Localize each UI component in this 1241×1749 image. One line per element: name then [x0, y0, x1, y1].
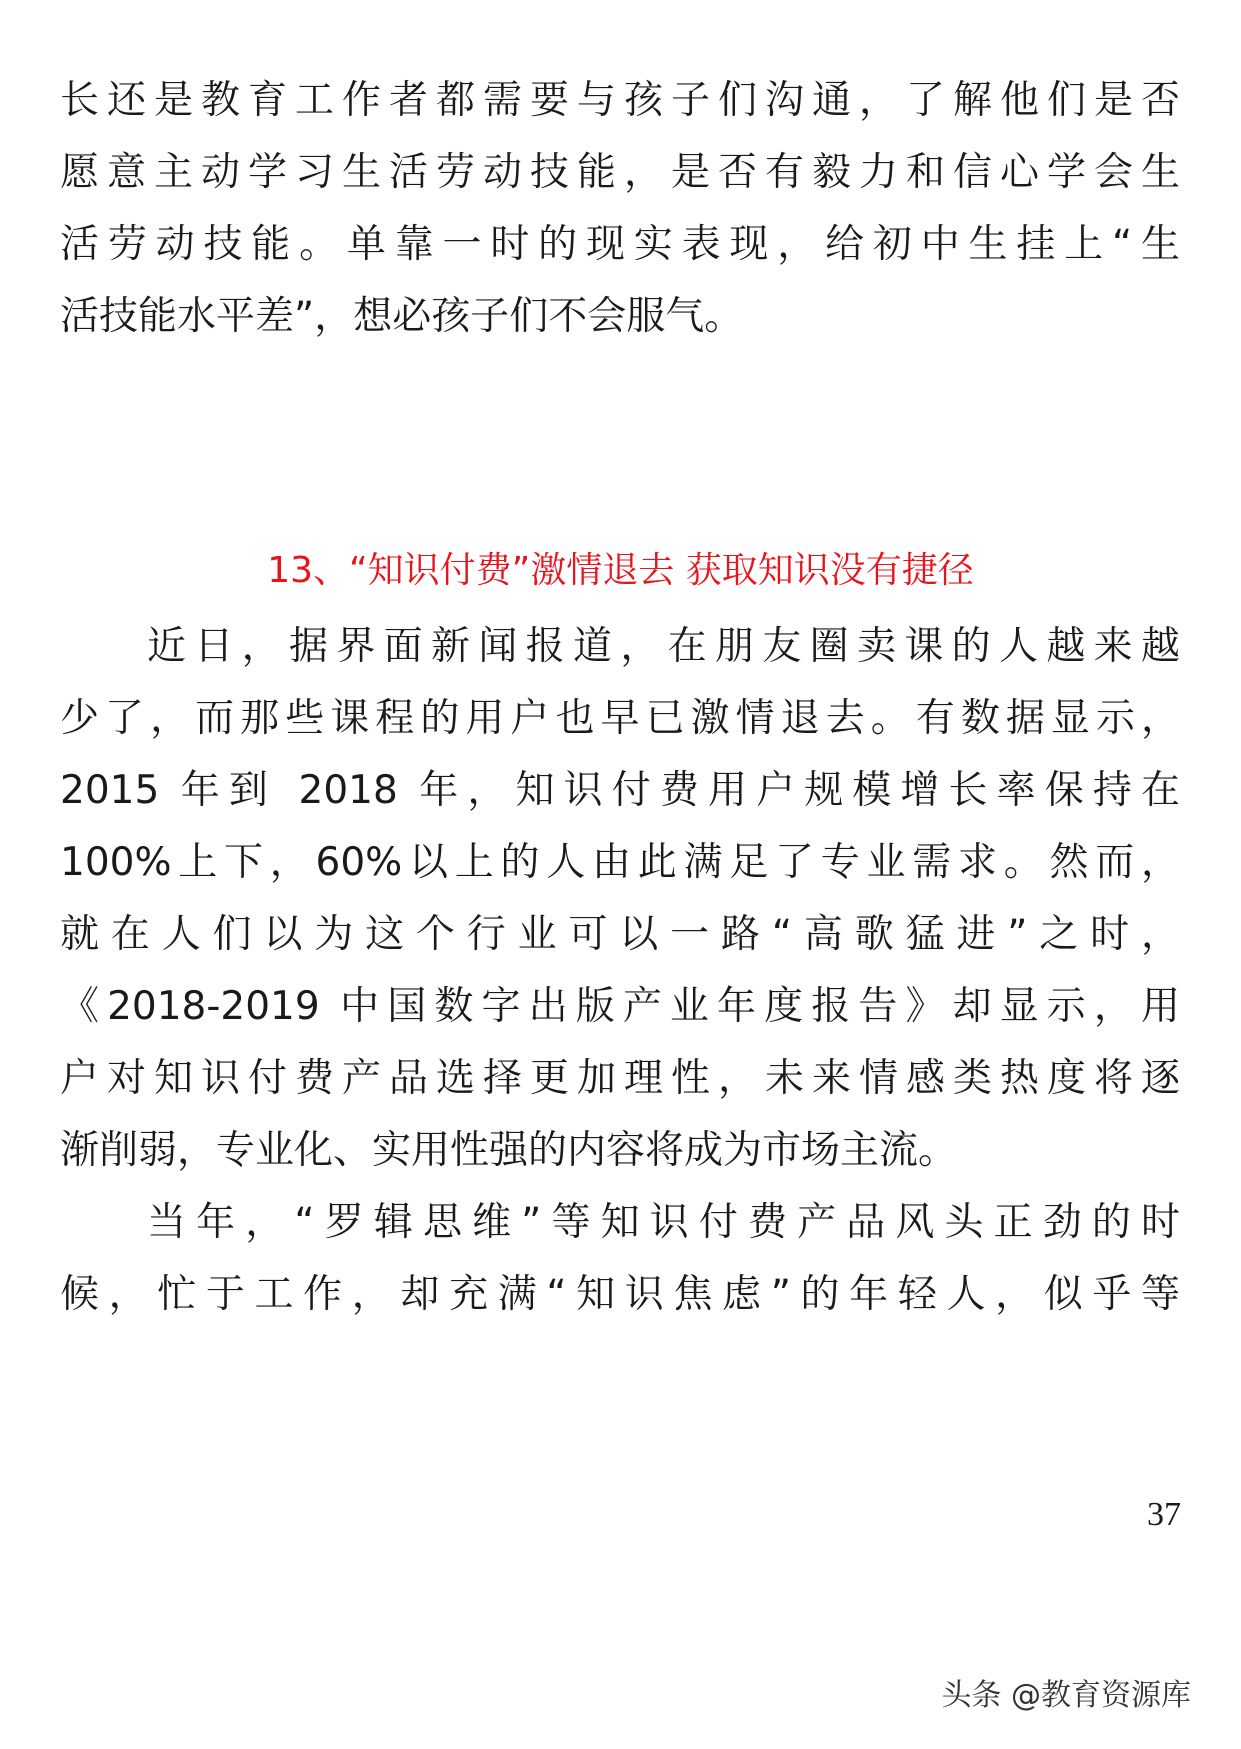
watermark: 头条 @教育资源库: [941, 1678, 1191, 1713]
paragraph-1-line-2: 愿意主动学习生活劳动技能，是否有毅力和信心学会生: [60, 150, 1180, 195]
paragraph-1-line-3: 活劳动技能。单靠一时的现实表现，给初中生挂上“生: [60, 222, 1180, 267]
paragraph-3-line-1: 当年，“罗辑思维”等知识付费产品风头正劲的时: [147, 1200, 1180, 1245]
paragraph-2-line-8: 渐削弱，专业化、实用性强的内容将成为市场主流。: [60, 1128, 958, 1173]
paragraph-3-line-2: 候，忙于工作，却充满“知识焦虑”的年轻人，似乎等: [60, 1272, 1180, 1317]
paragraph-2-line-1: 近日，据界面新闻报道，在朋友圈卖课的人越来越: [147, 624, 1180, 669]
paragraph-2-line-5: 就在人们以为这个行业可以一路“高歌猛进”之时，: [60, 912, 1180, 957]
paragraph-2-line-3: 2015 年到 2018 年，知识付费用户规模增长率保持在: [60, 768, 1180, 813]
section-heading: 13、“知识付费”激情退去 获取知识没有捷径: [267, 550, 974, 591]
paragraph-2-line-7: 户对知识付费产品选择更加理性，未来情感类热度将逐: [60, 1056, 1180, 1101]
paragraph-2-line-6: 《2018-2019 中国数字出版产业年度报告》却显示，用: [60, 984, 1180, 1029]
paragraph-2-line-2: 少了，而那些课程的用户也早已激情退去。有数据显示，: [60, 696, 1180, 741]
paragraph-2-line-4: 100%上下，60%以上的人由此满足了专业需求。然而，: [60, 840, 1180, 885]
page-number: 37: [1147, 1496, 1181, 1533]
paragraph-1-line-4: 活技能水平差”，想必孩子们不会服气。: [60, 294, 744, 339]
paragraph-1-line-1: 长还是教育工作者都需要与孩子们沟通，了解他们是否: [60, 78, 1180, 123]
